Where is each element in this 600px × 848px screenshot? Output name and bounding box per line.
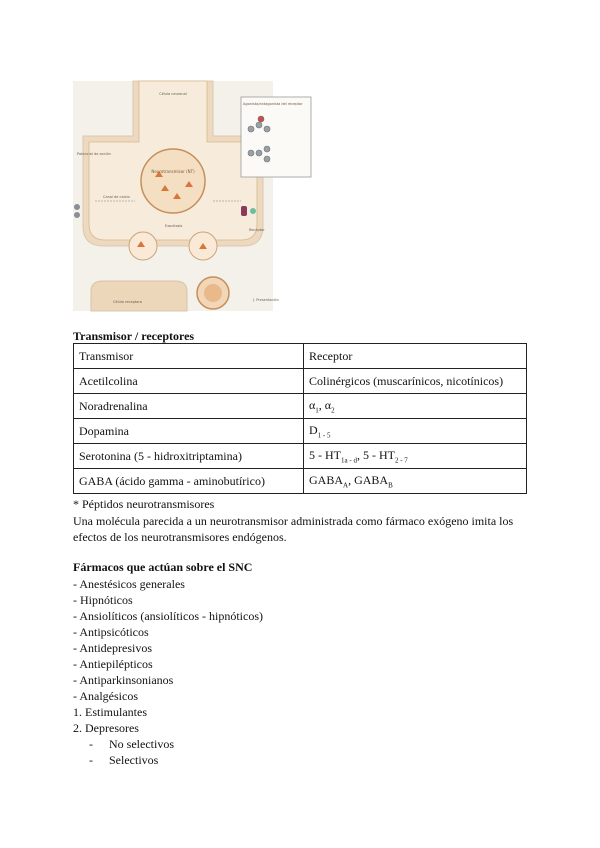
label-top: Célula neuronal xyxy=(159,92,187,96)
list-item: - Analgésicos xyxy=(73,689,138,703)
list-item: - Hipnóticos xyxy=(73,593,133,607)
transmitter-cell: Acetilcolina xyxy=(74,369,304,394)
transmitter-table xyxy=(73,343,527,494)
receptor-cell: $D_{1 - 5}$ xyxy=(304,419,527,444)
synapse-figure xyxy=(73,81,303,311)
receptor-cell: $GABA_A$, $GABA_B$ xyxy=(304,469,527,494)
transmitters-title: Transmisor / receptores xyxy=(73,329,195,343)
paragraph-line: efectos de los neurotransmisores endógenos. xyxy=(73,530,287,544)
transmitter-cell: Dopamina xyxy=(74,419,304,444)
label-action-potential: Potencial de acción xyxy=(77,152,111,156)
label-credit: J. Presentación xyxy=(253,298,279,302)
ion-dot-2 xyxy=(74,212,80,218)
transmitter-cell: Serotonina (5 - hidroxitriptamina) xyxy=(74,444,304,469)
list-item: - Antiepilépticos xyxy=(73,657,153,671)
transmitter-cell: GABA (ácido gamma - aminobutírico) xyxy=(74,469,304,494)
inset-title: Agonista/antagonista del receptor xyxy=(243,102,303,106)
numbered-item: 1. Estimulantes xyxy=(73,705,147,719)
header-transmitter: Transmisor xyxy=(74,344,304,369)
receptor-cell: Colinérgicos (muscarínicos, nicotínicos) xyxy=(304,369,527,394)
sub-list-item: - No selectivos xyxy=(89,737,174,751)
molecule-inset xyxy=(241,97,311,177)
label-bottom: Célula receptora xyxy=(113,300,142,304)
label-channel: Canal de calcio xyxy=(103,195,130,199)
exogenous-paragraph xyxy=(73,513,529,545)
central-vesicle xyxy=(141,149,205,213)
table-row xyxy=(74,469,527,494)
inhibitor-dot xyxy=(250,208,256,214)
table-row xyxy=(74,419,527,444)
receptor-cell: $\alpha_1$, $\alpha_2$ xyxy=(304,394,527,419)
table-header-row xyxy=(74,344,527,369)
list-item: - Antipsicóticos xyxy=(73,625,149,639)
list-item: - Antidepresivos xyxy=(73,641,152,655)
label-receptor: Receptor xyxy=(249,228,265,232)
paragraph-line: Una molécula parecida a un neurotransmisor administrada como fármaco exógeno imita los xyxy=(73,514,514,528)
vesicle-label: Neurotransmisor (NT) xyxy=(151,169,195,174)
sub-list-item: - Selectivos xyxy=(89,753,159,767)
list-item: - Antiparkinsonianos xyxy=(73,673,174,687)
table-row xyxy=(74,444,527,469)
receptor-shape xyxy=(241,206,247,216)
label-release: Exocitosis xyxy=(165,224,183,228)
transmitter-cell: Noradrenalina xyxy=(74,394,304,419)
receptor-cell: $5 - HT_{1a - d}$, $5 - HT_{2 - 7}$ xyxy=(304,444,527,469)
peptides-note: * Péptidos neurotransmisores xyxy=(73,497,215,511)
ion-dot-1 xyxy=(74,204,80,210)
numbered-item: 2. Depresores xyxy=(73,721,139,735)
drugs-title: Fármacos que actúan sobre el SNC xyxy=(73,560,253,574)
postsynaptic-cell xyxy=(91,281,187,311)
header-receptor: Receptor xyxy=(304,344,527,369)
table-row xyxy=(74,394,527,419)
list-item: - Ansiolíticos (ansiolíticos - hipnóticos) xyxy=(73,609,263,623)
table-row xyxy=(74,369,527,394)
list-item: - Anestésicos generales xyxy=(73,577,185,591)
